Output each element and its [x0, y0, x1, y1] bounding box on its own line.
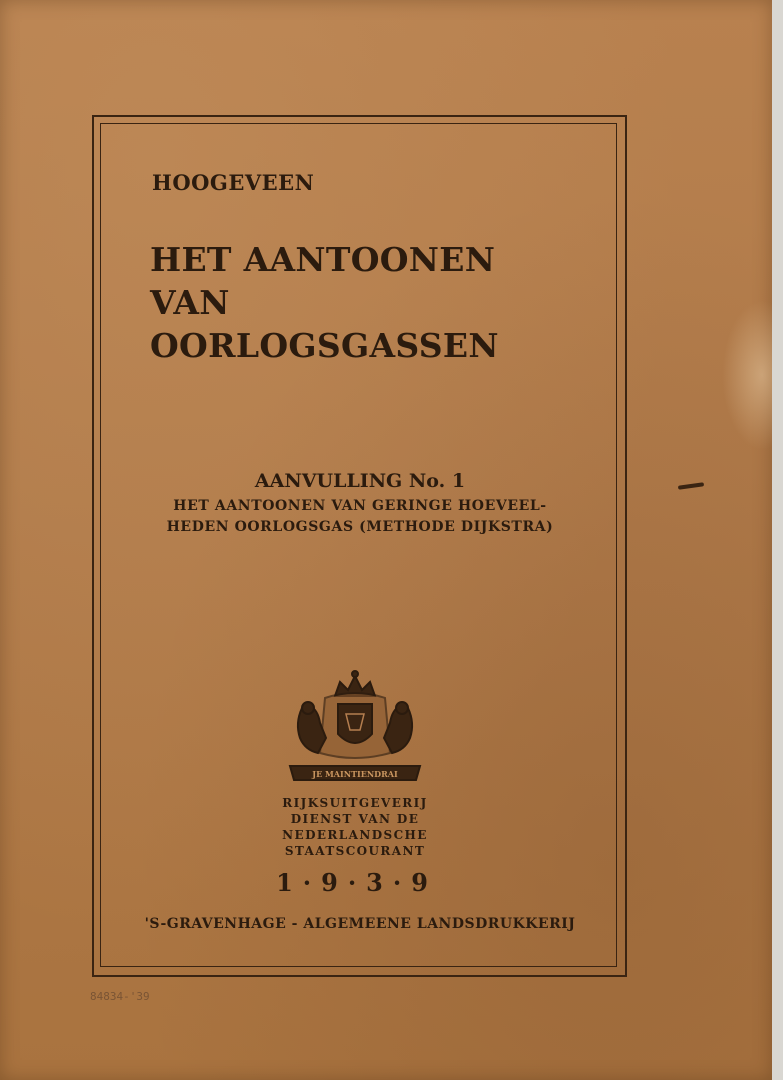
author-name: HOOGEVEEN — [152, 170, 315, 195]
paper-wear — [722, 300, 772, 450]
title-line: VAN — [150, 283, 230, 322]
supplement-block — [140, 470, 580, 538]
stamp-code: 84834-'39 — [90, 990, 150, 1003]
publication-year: 1·9·3·9 — [276, 868, 438, 897]
publisher-line: RIJKSUITGEVERIJ — [282, 796, 428, 810]
supplement-heading: AANVULLING No. 1 — [254, 470, 466, 492]
publisher-block — [260, 795, 450, 859]
publisher-line: NEDERLANDSCHE — [282, 828, 428, 842]
royal-coat-of-arms-icon — [280, 668, 430, 788]
ink-mark — [678, 482, 704, 490]
place-and-printer: 'S-GRAVENHAGE - ALGEMEENE LANDSDRUKKERIJ — [144, 916, 576, 932]
book-title — [150, 238, 570, 367]
supplement-subtitle-line: HEDEN OORLOGSGAS (METHODE DIJKSTRA) — [166, 519, 554, 535]
title-line: OORLOGSGASSEN — [150, 326, 499, 365]
motto-text: JE MAINTIENDRAI — [312, 769, 398, 779]
supplement-subtitle-line: HET AANTOONEN VAN GERINGE HOEVEEL- — [173, 498, 547, 514]
publisher-line: DIENST VAN DE — [290, 812, 420, 826]
title-line: HET AANTOONEN — [150, 240, 496, 279]
publisher-line: STAATSCOURANT — [284, 844, 426, 858]
